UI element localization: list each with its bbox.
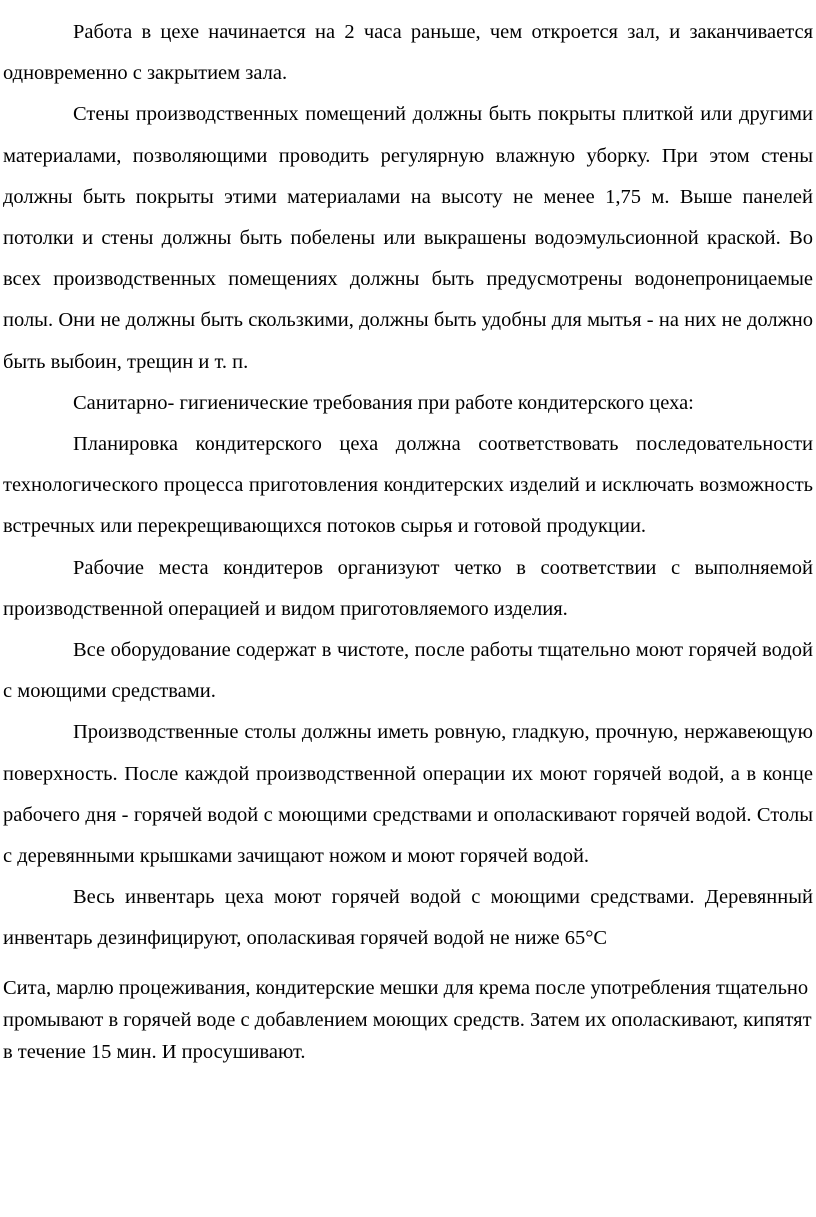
paragraph-layout: Планировка кондитерского цеха должна соответствовать последовательности технологического процесса приготовления кондитерских изделий и исключать возможность встречных или перекрещивающихся потоков сырья и готовой продукции.: [3, 433, 813, 538]
paragraph-sanitary-heading: Санитарно- гигиенические требования при работе кондитерского цеха:: [73, 391, 694, 414]
paragraph-workplaces: Рабочие места кондитеров организуют четко в соответствии с выполняемой производственной операцией и видом приготовляемого изделия.: [3, 556, 813, 620]
paragraph-work-hours: Работа в цехе начинается на 2 часа раньше, чем откроется зал, и заканчивается одновременно с закрытием зала.: [3, 21, 813, 85]
paragraph-walls-floors: Стены производственных помещений должны быть покрыты плиткой или другими материалами, позволяющими проводить регулярную влажную уборку. При этом стены должны быть покрыты этими материалами на высоту не менее 1,75 м. Выше панелей потолки и стены должны быть побелены или выкрашены водоэмульсионной краской. Во всех производственных помещениях должны быть предусмотрены водонепроницаемые полы. Они не должны быть скользкими, должны быть удобны для мытья - на них не должно быть выбоин, трещин и т. п.: [3, 103, 813, 373]
paragraph-inventory: Весь инвентарь цеха моют горячей водой с моющими средствами. Деревянный инвентарь дезинфицируют, ополаскивая горячей водой не ниже 65°С: [3, 886, 813, 950]
paragraph-sieves: Сита, марлю процеживания, кондитерские мешки для крема после употребления тщательно промывают в горячей воде с добавлением моющих средств. Затем их ополаскивают, кипятят в течение 15 мин. И просушивают.: [3, 976, 812, 1063]
paragraph-equipment: Все оборудование содержат в чистоте, после работы тщательно моют горячей водой с моющими средствами.: [3, 639, 813, 703]
paragraph-tables: Производственные столы должны иметь ровную, гладкую, прочную, нержавеющую поверхность. После каждой производственной операции их моют горячей водой, а в конце рабочего дня - горячей водой с моющими средствами и ополаскивают горячей водой. Столы с деревянными крышками зачищают ножом и моют горячей водой.: [3, 721, 813, 868]
